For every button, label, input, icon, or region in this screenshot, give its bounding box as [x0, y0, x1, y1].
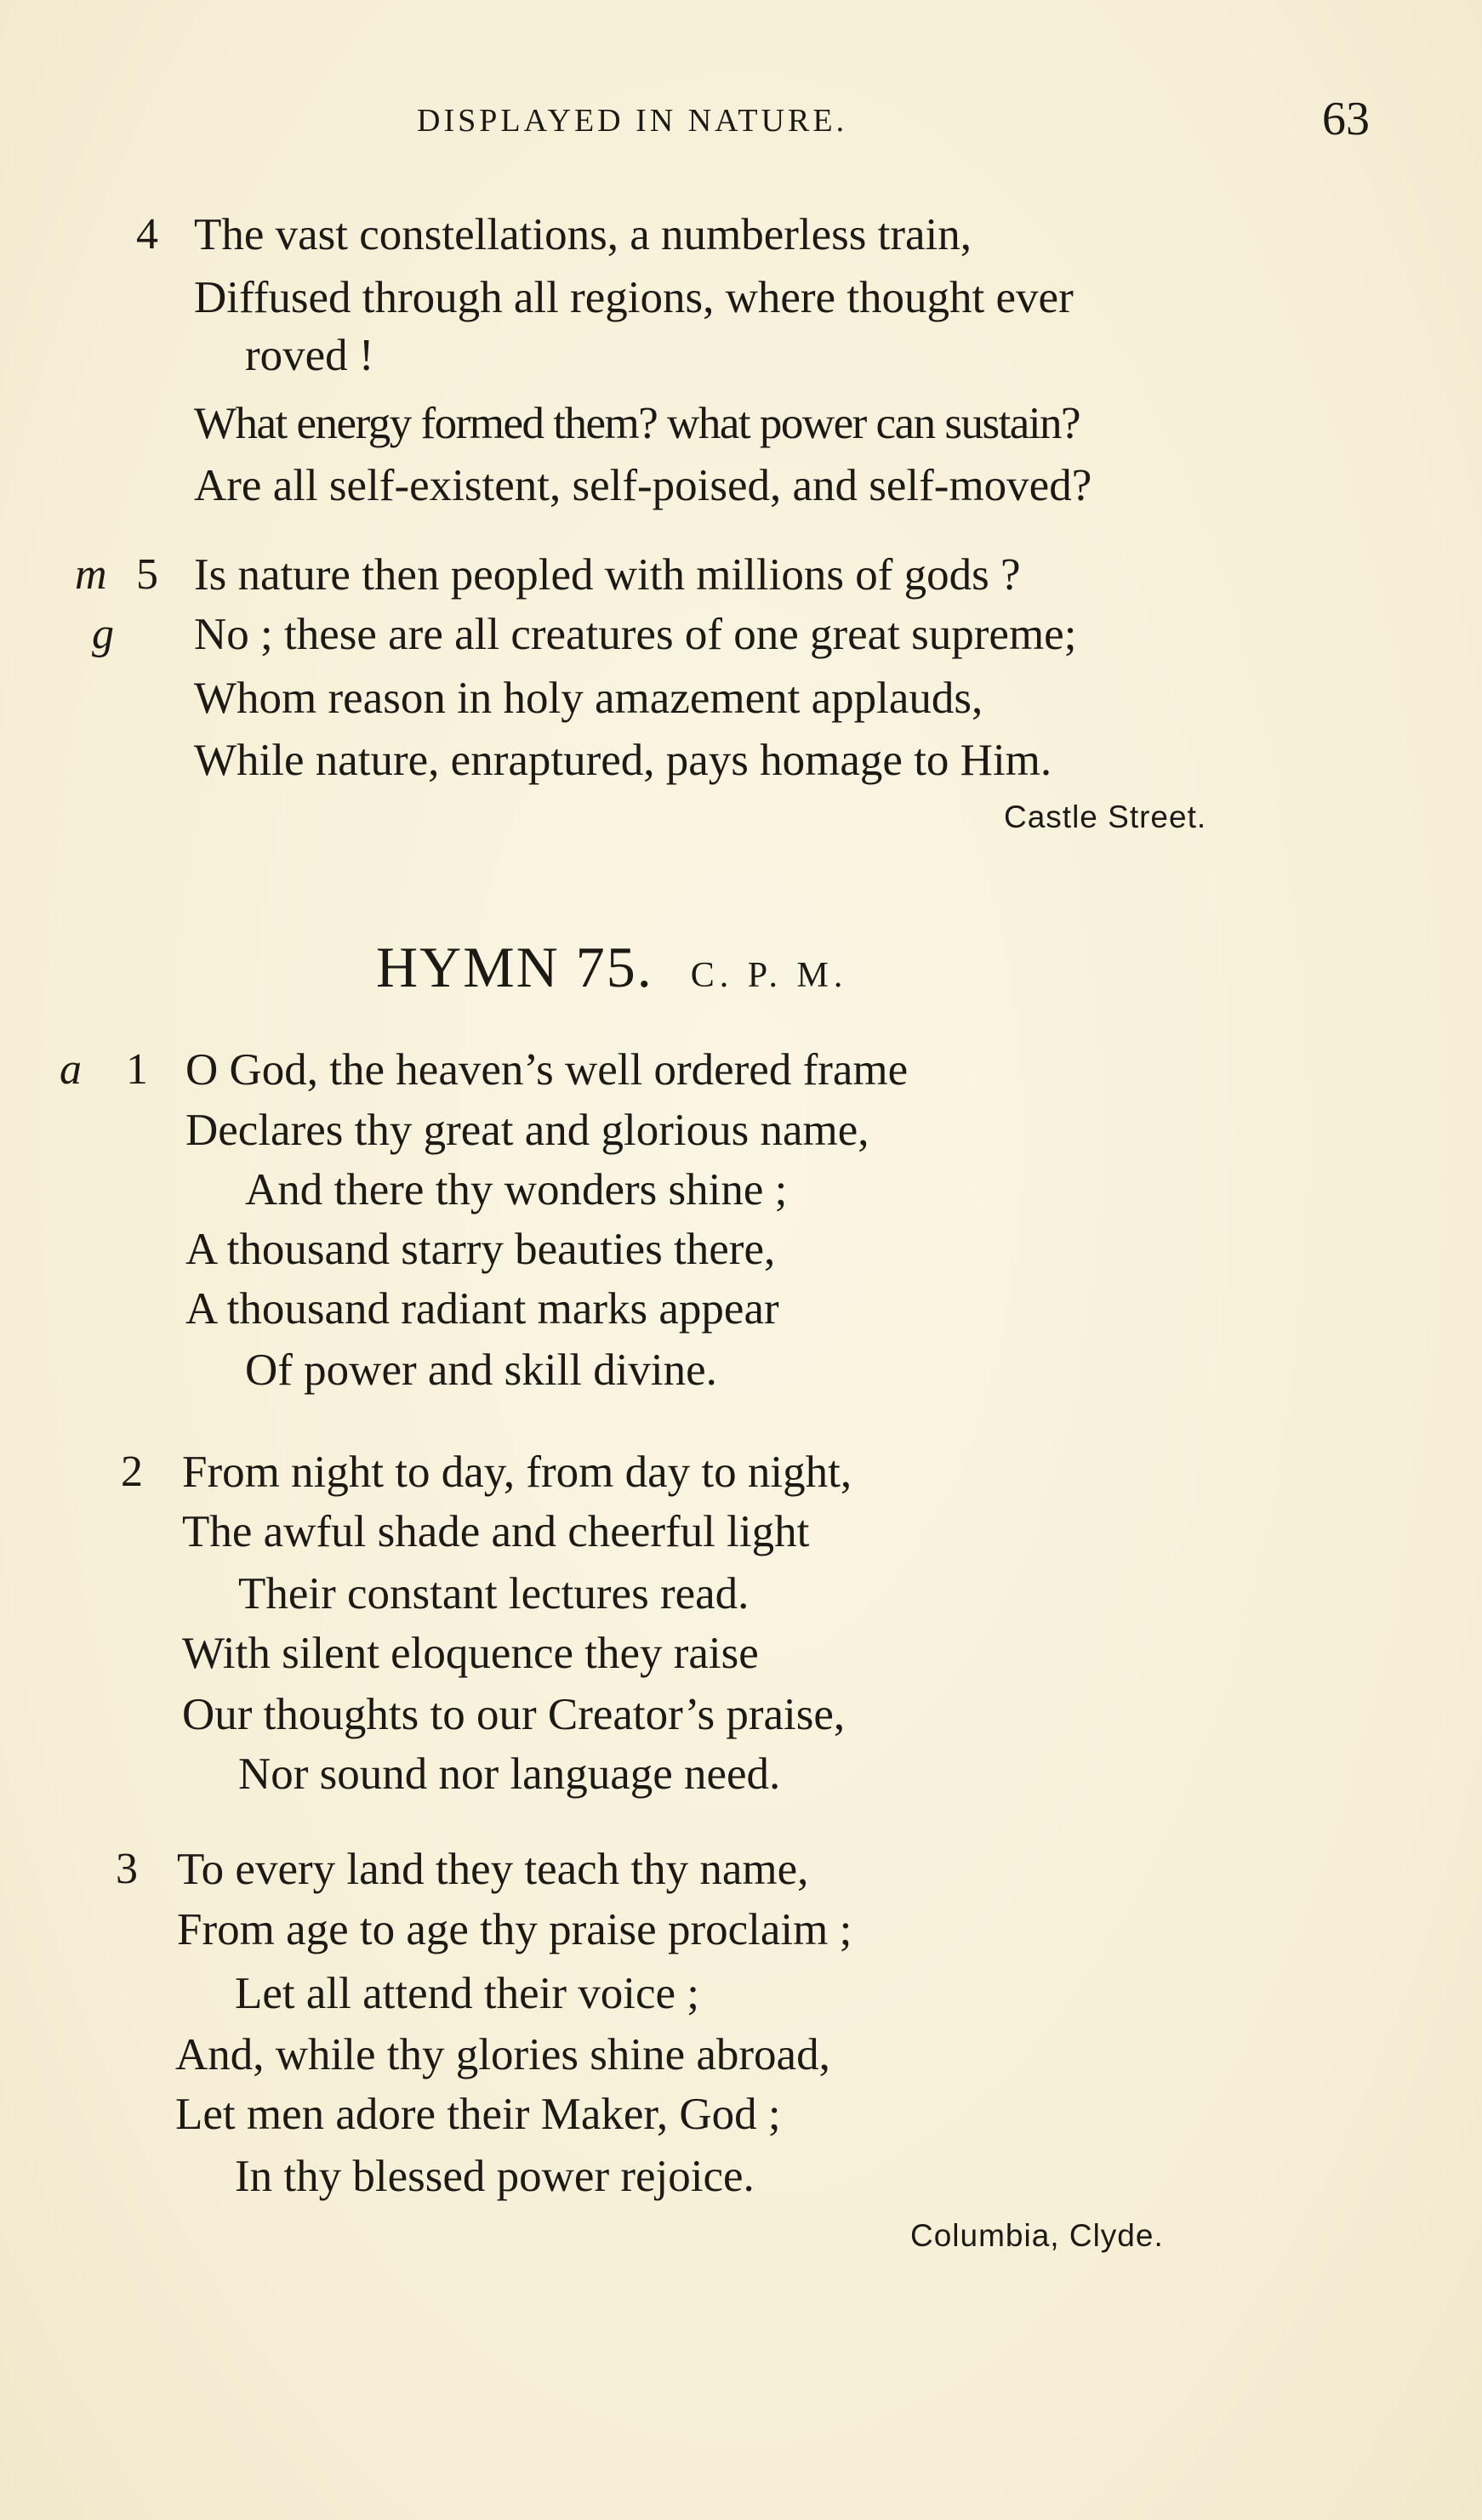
- verse-line: Of power and skill divine.: [245, 1345, 717, 1395]
- tune-name: Castle Street.: [1004, 799, 1207, 834]
- dynamic-marker: a: [60, 1045, 82, 1094]
- verse-line: O God, the heaven’s well ordered frame: [185, 1045, 909, 1095]
- stanza-number: 3: [116, 1845, 138, 1893]
- verse-line: In thy blessed power rejoice.: [235, 2152, 755, 2201]
- running-head: [417, 92, 1370, 151]
- verse-line: Are all self-existent, self-poised, and self-moved?: [194, 461, 1092, 510]
- verse-line: The awful shade and cheerful light: [182, 1507, 810, 1556]
- verse-line: And there thy wonders shine ;: [245, 1165, 788, 1214]
- stanza-number: 1: [126, 1045, 148, 1094]
- verse-line: Nor sound nor language need.: [238, 1749, 781, 1799]
- verse-line: From age to age thy praise proclaim ;: [177, 1905, 852, 1954]
- hymn-meter: C. P. M.: [690, 956, 848, 995]
- verse-line: The vast constellations, a numberless train,: [194, 210, 972, 259]
- verse-line: From night to day, from day to night,: [182, 1448, 852, 1497]
- verse-line: A thousand starry beauties there,: [185, 1225, 776, 1274]
- dynamic-marker: m: [75, 550, 107, 599]
- page-number: 63: [1322, 93, 1370, 145]
- hymn-number: HYMN 75.: [376, 935, 653, 999]
- verse-line: To every land they teach thy name,: [177, 1845, 809, 1894]
- running-title: DISPLAYED IN NATURE.: [417, 103, 848, 139]
- verse-line: Diffused through all regions, where thought ever: [194, 273, 1074, 322]
- verse-line: And, while thy glories shine abroad,: [175, 2030, 830, 2079]
- verse-line: While nature, enraptured, pays homage to Him.: [194, 736, 1052, 785]
- verse-line: Let all attend their voice ;: [235, 1969, 699, 2018]
- verse-line: Their constant lectures read.: [238, 1569, 750, 1618]
- verse-line: roved !: [245, 331, 374, 380]
- verse-line: Declares thy great and glorious name,: [185, 1106, 869, 1155]
- tune-name: Columbia, Clyde.: [910, 2218, 1164, 2253]
- stanza-number: 4: [136, 210, 158, 259]
- verse-line: Whom reason in holy amazement applauds,: [194, 674, 983, 723]
- verse-line: Is nature then peopled with millions of gods ?: [194, 550, 1021, 600]
- verse-line: Our thoughts to our Creator’s praise,: [182, 1690, 846, 1739]
- verse-line: What energy formed them? what power can sustain?: [194, 399, 1080, 448]
- verse-line: No ; these are all creatures of one great supreme;: [194, 610, 1077, 659]
- stanza-number: 5: [136, 550, 158, 599]
- verse-line: Let men adore their Maker, God ;: [175, 2090, 781, 2139]
- stanza-number: 2: [121, 1448, 143, 1496]
- dynamic-marker: g: [92, 610, 114, 658]
- verse-line: With silent eloquence they raise: [182, 1629, 759, 1678]
- verse-line: A thousand radiant marks appear: [185, 1284, 779, 1334]
- hymn-title: [376, 934, 847, 1001]
